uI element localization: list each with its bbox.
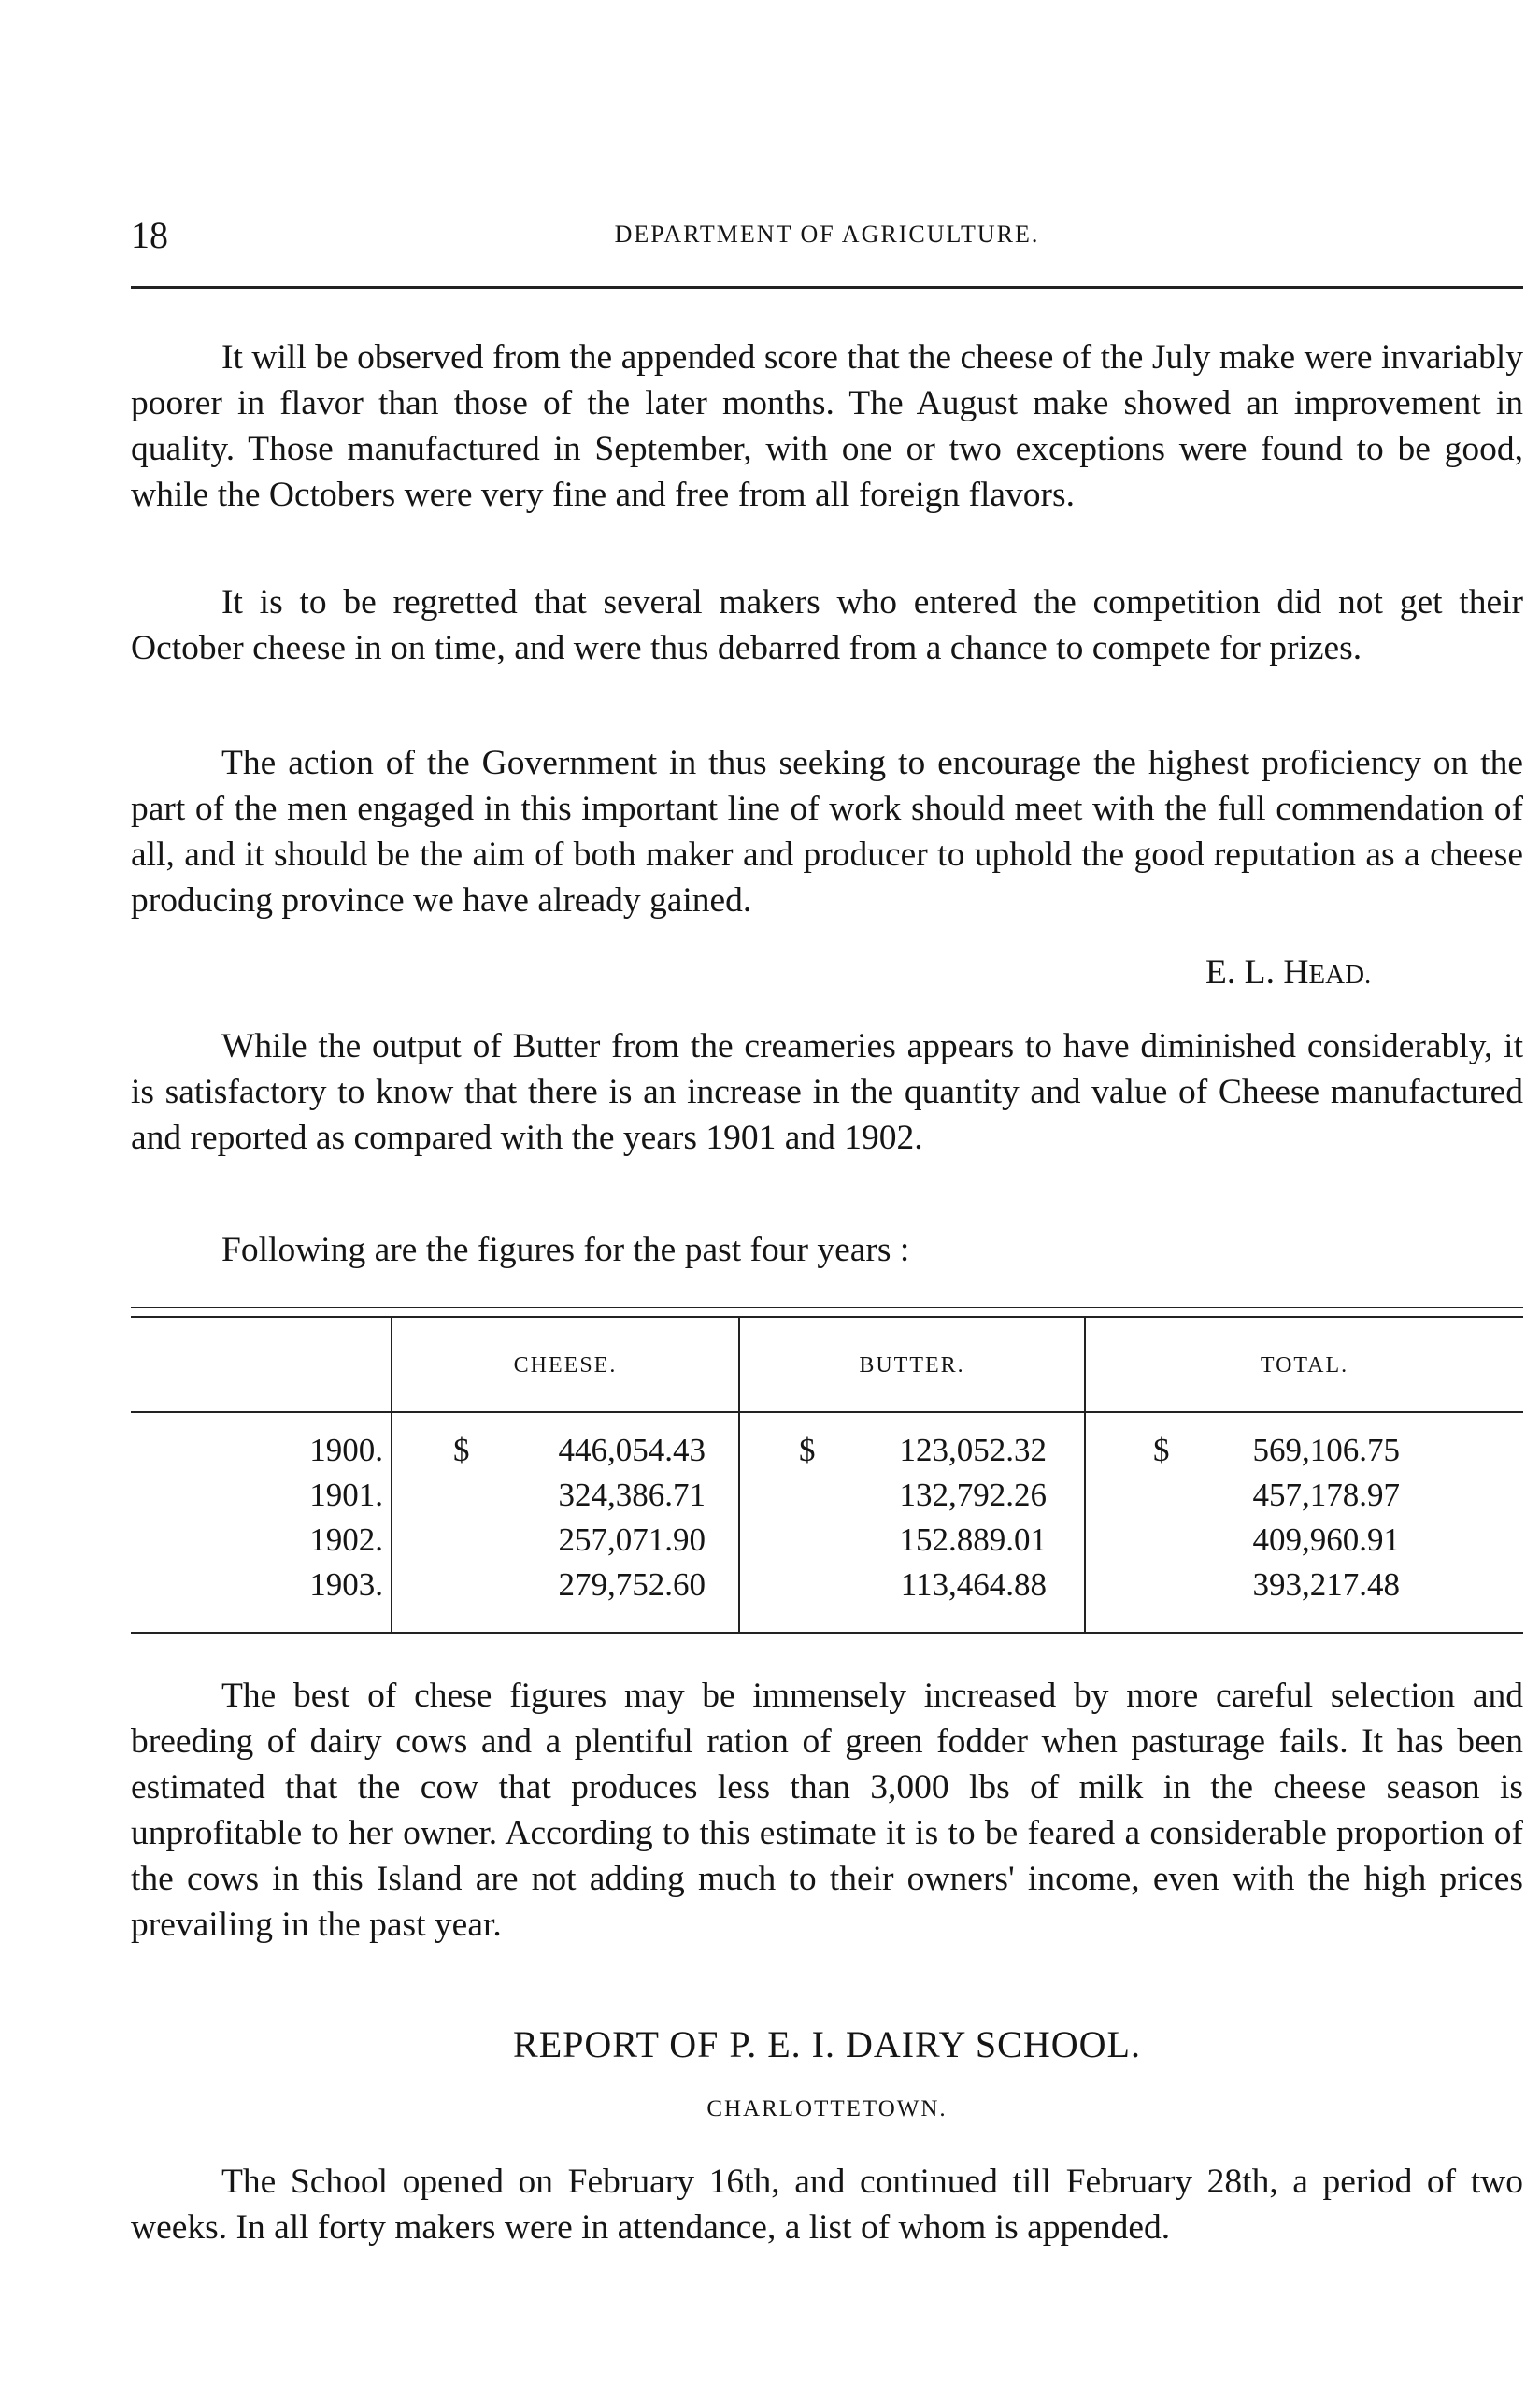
page-header — [131, 213, 1523, 260]
butter-value: 113,464.88 — [900, 1566, 1047, 1603]
table-header-rule — [131, 1411, 1523, 1413]
table-top-rule-double — [131, 1316, 1523, 1318]
signature: E. L. HEAD. — [1205, 953, 1372, 992]
paragraph-table-intro: Following are the figures for the past four years : — [221, 1231, 910, 1269]
table-top-rule — [131, 1307, 1523, 1308]
paragraph-cheese-flavor: It will be observed from the appended score that the cheese of the July make were invariably poorer in flavor than those of the later months. The August make showed an improvement in quality. Those manufactured in September, with one or two exceptions were found to be good, while the Octobers were very fine and free from all foreign flavors. — [131, 338, 1523, 514]
header-rule — [131, 286, 1523, 289]
figures-table — [131, 1307, 1523, 1634]
butter-value: 152.889.01 — [899, 1521, 1047, 1558]
paragraph-late-entries: It is to be regretted that several makers who entered the competition did not get their October cheese in on time, and were thus debarred from a chance to compete for prizes. — [131, 583, 1523, 667]
table-row-year: 1901. — [309, 1477, 383, 1513]
cheese-value: 324,386.71 — [558, 1477, 706, 1513]
cheese-value: 279,752.60 — [558, 1566, 706, 1603]
total-value: $ 569,106.75 — [1153, 1432, 1400, 1468]
section-subheading: CHARLOTTETOWN. — [706, 2096, 948, 2121]
table-row-year: 1903. — [309, 1566, 383, 1603]
table-row-year: 1900. — [309, 1432, 383, 1468]
table-row-year: 1902. — [309, 1521, 383, 1558]
total-value: 409,960.91 — [1252, 1521, 1400, 1558]
page-number: 18 — [131, 214, 168, 256]
section-heading: REPORT OF P. E. I. DAIRY SCHOOL. — [513, 2023, 1141, 2065]
column-header-total: TOTAL. — [1260, 1353, 1349, 1378]
paragraph-school-opening: The School opened on February 16th, and continued till February 28th, a period of two weeks. In all forty makers were in attendance, a list of whom is appended. — [131, 2163, 1523, 2247]
total-value: 457,178.97 — [1252, 1477, 1400, 1513]
butter-value: 132,792.26 — [899, 1477, 1047, 1513]
cheese-value: $ 446,054.43 — [453, 1432, 706, 1468]
running-title: DEPARTMENT OF AGRICULTURE. — [614, 221, 1040, 248]
butter-value: $ 123,052.32 — [799, 1432, 1047, 1468]
paragraph-output-comparison: While the output of Butter from the creameries appears to have diminished considerably, it is satisfactory to know that there is an increase in the quantity and value of Cheese manufactured and reported as compared with the years 1901 and 1902. — [131, 1027, 1523, 1157]
paragraph-breeding-advice: The best of chese figures may be immensely increased by more careful selection and breeding of dairy cows and a plentiful ration of green fodder when pasturage fails. It has been estimated that the cow that produces less than 3,000 lbs of milk in the cheese season is unprofitable to her owner. According to this estimate it is to be feared a considerable proportion of the cows in this Island are not adding much to their owners' income, even with the high prices prevailing in the past year. — [131, 1677, 1523, 1944]
cheese-value: 257,071.90 — [558, 1521, 706, 1558]
column-header-cheese: CHEESE. — [513, 1353, 618, 1378]
paragraph-government-action: The action of the Government in thus seeking to encourage the highest proficiency on the part of the men engaged in this important line of work should meet with the full commendation of all, and it should be the aim of both maker and producer to uphold the good reputation as a cheese producing province we have already gained. — [131, 744, 1523, 920]
table-bottom-rule — [131, 1632, 1523, 1634]
total-value: 393,217.48 — [1252, 1566, 1400, 1603]
column-header-butter: BUTTER. — [859, 1353, 965, 1378]
